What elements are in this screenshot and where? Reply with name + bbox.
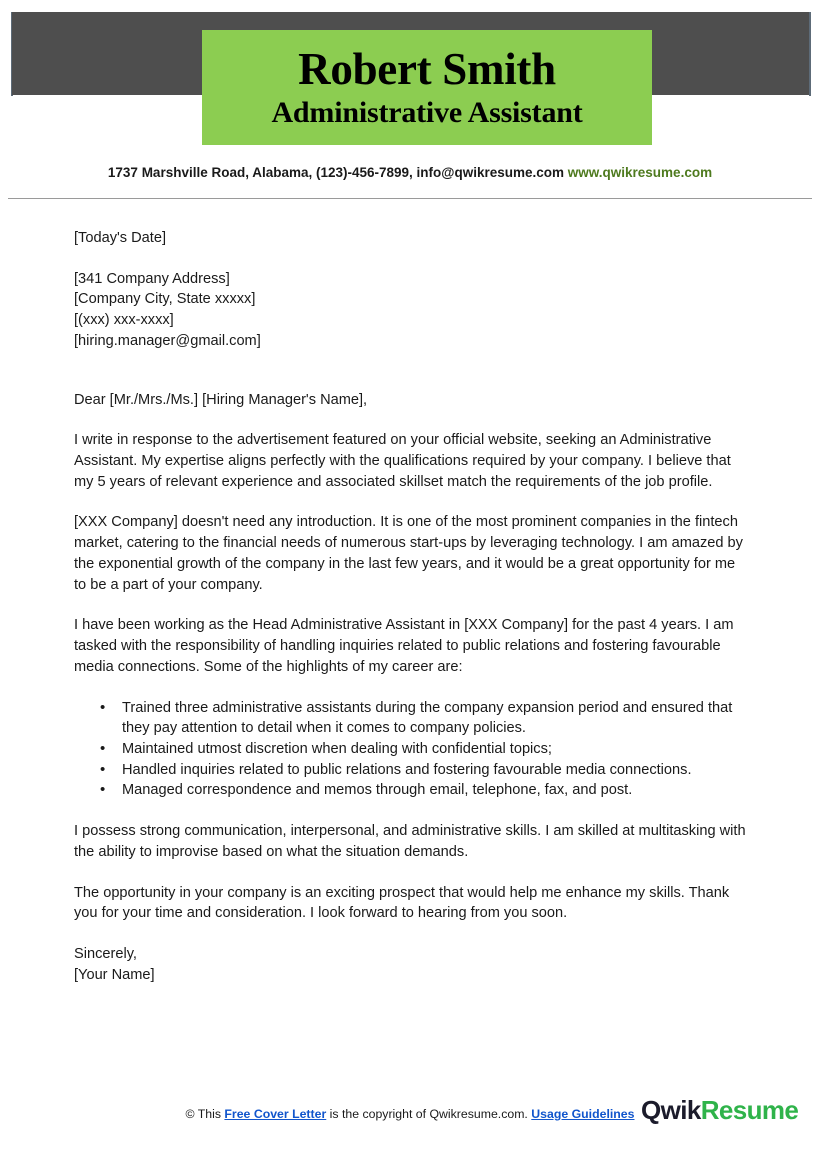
spacer-before-bullets [74, 678, 746, 698]
copyright-icon: © [185, 1107, 195, 1121]
spacer-after-paragraph-1 [74, 492, 746, 512]
contact-details: 1737 Marshville Road, Alabama, (123)-456-7899, info@qwikresume.com [107, 165, 565, 180]
spacer-before-closing [74, 924, 746, 944]
paragraph-2: [XXX Company] doesn't need any introduction. It is one of the most prominent companies in the fintech market, catering to the financial needs of numerous start-ups by leveraging technology. I am amazed by the exponential growth of the company in the last few years, and it would be a great opportunity for me to be a part of your company. [74, 514, 743, 593]
date-block [74, 228, 746, 249]
list-item: • Handled inquiries related to public relations and fostering favourable media connections. [122, 760, 746, 781]
spacer-after-date [74, 249, 746, 269]
free-cover-letter-link[interactable]: Free Cover Letter [224, 1107, 327, 1121]
logo-text-resume: Resume [700, 1095, 799, 1125]
usage-guidelines-link[interactable]: Usage Guidelines [531, 1107, 635, 1121]
spacer-after-paragraph-2 [74, 595, 746, 615]
list-item: • Trained three administrative assistants during the company expansion period and ensured that they pay attention to detail when it comes to company policies. [122, 698, 746, 739]
applicant-job-title: Administrative Assistant [271, 95, 583, 129]
career-highlights-list [74, 698, 746, 802]
name-title-box [202, 30, 652, 145]
recipient-email: [hiring.manager@gmail.com] [74, 332, 261, 349]
recipient-phone: [(xxx) xxx-xxxx] [74, 312, 174, 329]
footer-prefix-text: This [194, 1107, 225, 1121]
footer-middle-text: is the copyright of Qwikresume.com. [326, 1107, 532, 1121]
qwikresume-logo[interactable] [641, 1095, 798, 1126]
spacer-after-bullets [74, 801, 746, 821]
signature-placeholder: [Your Name] [74, 966, 155, 983]
letter-body [74, 228, 746, 985]
closing-block [74, 944, 746, 985]
recipient-city-state-zip: [Company City, State xxxxx] [74, 291, 256, 308]
date-placeholder: [Today's Date] [74, 230, 167, 246]
recipient-address: [341 Company Address] [74, 270, 230, 287]
closing-salutation: Sincerely, [74, 945, 137, 962]
logo-text-qwik: Qwik [641, 1095, 701, 1125]
applicant-name: Robert Smith [298, 44, 556, 95]
salutation: Dear [Mr./Mrs./Ms.] [Hiring Manager's Name], [74, 391, 368, 408]
header-band-right-edge [809, 12, 811, 96]
list-item: • Managed correspondence and memos through email, telephone, fax, and post. [122, 780, 746, 801]
spacer-before-salutation [74, 352, 746, 390]
recipient-address-block [74, 269, 746, 352]
paragraph-4: I possess strong communication, interpersonal, and administrative skills. I am skilled at multitasking with the ability to improvise based on what the situation demands. [74, 823, 746, 860]
spacer-after-paragraph-4 [74, 863, 746, 883]
spacer-after-salutation [74, 410, 746, 430]
list-item: • Maintained utmost discretion when dealing with confidential topics; [122, 739, 746, 760]
contact-website[interactable]: www.qwikresume.com [567, 165, 713, 180]
paragraph-5: The opportunity in your company is an exciting prospect that would help me enhance my skills. Thank you for your time and consideration. I look forward to hearing from you soon. [74, 884, 730, 922]
contact-line [0, 165, 820, 180]
paragraph-1: I write in response to the advertisement featured on your official website, seeking an Administrative Assistant. My expertise aligns perfectly with the qualifications required by your company. I believe that my 5 years of relevant experience and associated skillset match the requirements of the job profile. [74, 432, 731, 490]
paragraph-3: I have been working as the Head Administrative Assistant in [XXX Company] for the past 4 years. I am tasked with the responsibility of handling inquiries related to public relations and fostering favourable media connections. Some of the highlights of my career are: [74, 617, 734, 675]
header-divider [8, 198, 812, 199]
